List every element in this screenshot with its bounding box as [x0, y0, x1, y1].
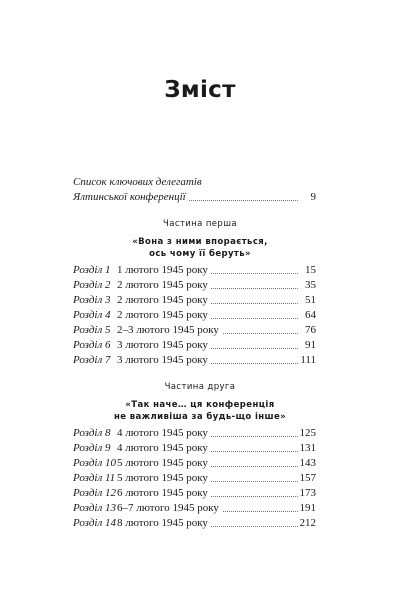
- part1-title: [0, 236, 400, 260]
- chapter-label: Розділ 4: [73, 309, 111, 321]
- chapter-label: Розділ 3: [73, 294, 111, 306]
- toc-entry: [73, 323, 316, 338]
- chapter-label: Розділ 8: [73, 427, 111, 439]
- chapter-date: 1 лютого 1945 року: [117, 263, 211, 278]
- page-number: 15: [305, 264, 316, 276]
- toc-entry: [73, 263, 316, 278]
- page-number: 51: [305, 294, 316, 306]
- page-number: 64: [305, 309, 316, 321]
- page-number: 76: [305, 324, 316, 336]
- page-number: 212: [299, 517, 316, 529]
- toc-entry: [73, 516, 316, 531]
- chapter-label: Розділ 13: [73, 502, 116, 514]
- part2-title-line1: «Так наче… ця конференція: [125, 400, 275, 410]
- page-number: 191: [299, 502, 316, 514]
- chapter-date: 5 лютого 1945 року: [117, 471, 211, 486]
- toc-entry: [73, 456, 316, 471]
- chapter-label: Розділ 5: [73, 324, 111, 336]
- chapter-label: Розділ 1: [73, 264, 111, 276]
- toc-entry: [73, 501, 316, 516]
- page-number: 35: [305, 279, 316, 291]
- toc-entry: [73, 338, 316, 353]
- page-number: 91: [305, 339, 316, 351]
- delegates-line1: Список ключових делегатів: [73, 176, 202, 188]
- chapter-date: 5 лютого 1945 року: [117, 456, 211, 471]
- toc-entry: [73, 486, 316, 501]
- part1-title-line1: «Вона з ними впорається,: [132, 237, 268, 247]
- page-number: 111: [300, 354, 316, 366]
- chapter-label: Розділ 10: [73, 457, 116, 469]
- chapter-date: 2–3 лютого 1945 року: [117, 323, 222, 338]
- toc-entry: [73, 293, 316, 308]
- toc-entry: [73, 353, 316, 368]
- chapter-date: 2 лютого 1945 року: [117, 308, 211, 323]
- chapter-label: Розділ 14: [73, 517, 116, 529]
- chapter-date: 2 лютого 1945 року: [117, 293, 211, 308]
- chapter-date: 3 лютого 1945 року: [117, 338, 211, 353]
- chapter-label: Розділ 7: [73, 354, 111, 366]
- chapter-date: 4 лютого 1945 року: [117, 426, 211, 441]
- part2-title: [0, 399, 400, 423]
- page-number: 157: [299, 472, 316, 484]
- chapter-date: 2 лютого 1945 року: [117, 278, 211, 293]
- page-number: 143: [299, 457, 316, 469]
- chapter-label: Розділ 11: [73, 472, 116, 484]
- chapter-label: Розділ 6: [73, 339, 111, 351]
- page-title: Зміст: [164, 77, 236, 103]
- toc-entry: [73, 441, 316, 456]
- delegates-line2-row: [73, 190, 316, 205]
- part2-label: Частина друга: [164, 382, 236, 392]
- toc-entry: [73, 426, 316, 441]
- toc-entry: [73, 278, 316, 293]
- toc-entry: [73, 308, 316, 323]
- chapter-date: 8 лютого 1945 року: [117, 516, 211, 531]
- page-number: 173: [299, 487, 316, 499]
- chapter-date: 6 лютого 1945 року: [117, 486, 211, 501]
- page-number: 125: [299, 427, 316, 439]
- chapter-label: Розділ 12: [73, 487, 116, 499]
- delegates-entry: [73, 175, 316, 205]
- chapter-date: 3 лютого 1945 року: [117, 353, 211, 368]
- toc-entry: [73, 471, 316, 486]
- chapter-label: Розділ 2: [73, 279, 111, 291]
- delegates-page: 9: [310, 191, 316, 203]
- chapter-date: 4 лютого 1945 року: [117, 441, 211, 456]
- part1-title-line2: ось чому її беруть»: [149, 249, 251, 259]
- chapter-date: 6–7 лютого 1945 року: [117, 501, 222, 516]
- part1-label: Частина перша: [162, 219, 238, 229]
- delegates-line2: Ялтинської конференції: [73, 191, 189, 203]
- part1-entries: [73, 263, 316, 368]
- chapter-label: Розділ 9: [73, 442, 111, 454]
- part2-title-line2: не важливіша за будь-що інше»: [113, 412, 287, 422]
- part2-entries: [73, 426, 316, 531]
- page-number: 131: [299, 442, 316, 454]
